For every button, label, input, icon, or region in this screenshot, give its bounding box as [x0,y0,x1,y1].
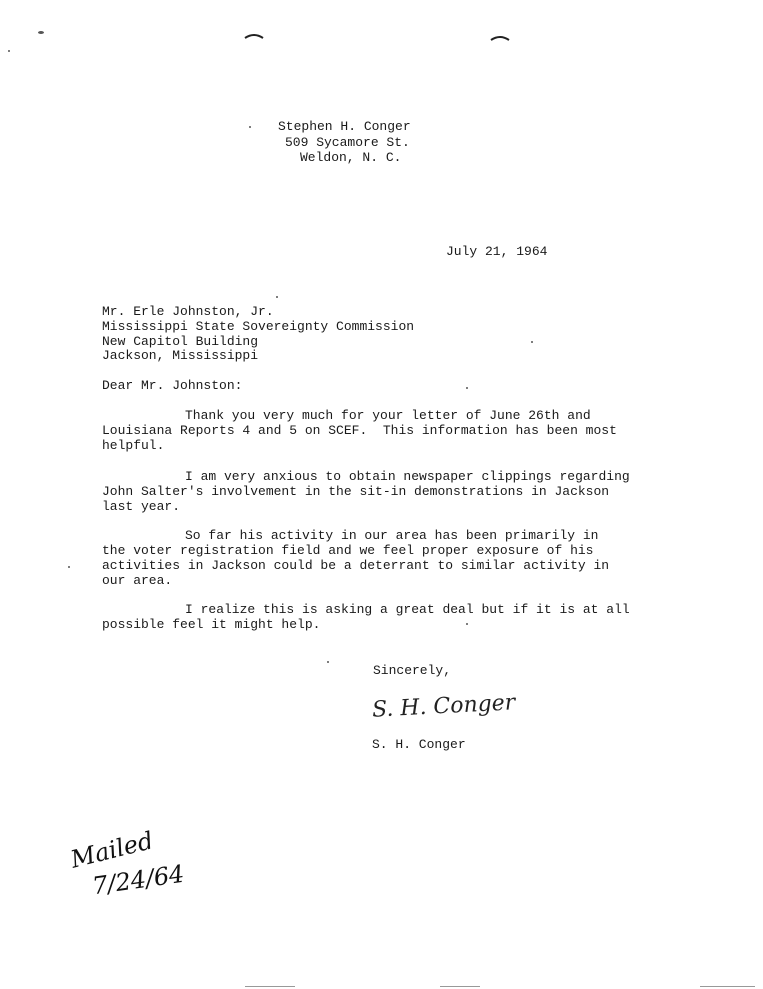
bottom-edge-mark [440,986,480,987]
sender-name: Stephen H. Conger [278,119,411,134]
top-mark-left [244,33,264,39]
body-p3-line-4: our area. [102,573,173,588]
speck [327,661,329,663]
body-p4-line-2: possible feel it might help. [102,617,321,632]
recipient-line-4: Jackson, Mississippi [102,348,259,363]
body-p4-line-1: I realize this is asking a great deal but if it is at all [185,602,630,617]
recipient-line-2: Mississippi State Sovereignty Commission [102,319,415,334]
speck [249,126,251,128]
body-p3-line-3: activities in Jackson could be a deterrant to similar activity in [102,558,610,573]
body-p2-line-3: last year. [102,499,181,514]
salutation: Dear Mr. Johnston: [102,378,243,393]
body-p1-line-2: Louisiana Reports 4 and 5 on SCEF. This information has been most [102,423,617,438]
body-p3-line-2: the voter registration field and we feel proper exposure of his [102,543,594,558]
speck [466,387,468,389]
handwritten-annotation-date: 7/24/64 [90,859,187,901]
speck [8,50,10,52]
bottom-edge-mark [245,986,295,987]
body-p1-line-3: helpful. [102,438,165,453]
sender-street: 509 Sycamore St. [285,135,410,150]
body-p1-line-1: Thank you very much for your letter of June 26th and [185,408,591,423]
speck [276,296,278,298]
speck [531,341,533,343]
recipient-line-1: Mr. Erle Johnston, Jr. [102,304,274,319]
speck [466,623,468,625]
body-p3-line-1: So far his activity in our area has been primarily in [185,528,599,543]
letter-date: July 21, 1964 [446,244,548,259]
signer-name: S. H. Conger [372,737,466,752]
sender-city: Weldon, N. C. [300,150,402,165]
recipient-line-3: New Capitol Building [102,334,259,349]
speck [68,566,70,568]
handwritten-annotation-mailed: Mailed [67,826,156,874]
closing: Sincerely, [373,663,452,678]
top-mark-right [490,35,510,41]
handwritten-signature: S. H. Conger [371,690,516,723]
speck [38,31,44,34]
body-p2-line-2: John Salter's involvement in the sit-in demonstrations in Jackson [102,484,610,499]
body-p2-line-1: I am very anxious to obtain newspaper clippings regarding [185,469,630,484]
bottom-edge-mark [700,986,755,987]
